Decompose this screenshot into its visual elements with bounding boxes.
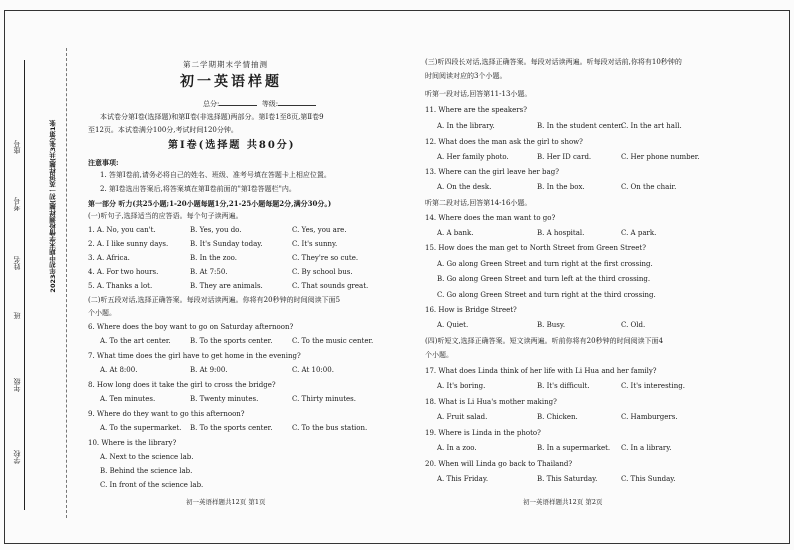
binding-label-exam-no: 考号: [13, 197, 21, 211]
part4-instructions-1: (四)听短文,选择正确答案。短文读两遍。听前你将有20秒钟的时间阅读下面4: [425, 337, 664, 345]
q11-question: 11. Where are the speakers?: [425, 106, 527, 114]
q9-question: 9. Where do they want to go this afternoon?: [88, 410, 245, 418]
score-label: 总分:: [203, 100, 220, 108]
q11-option-b: B. In the student center.: [537, 122, 624, 130]
note-1: 1. 答第Ⅰ卷前,请务必将自己的姓名、班级、准考号填在答题卡上相应位置。: [100, 171, 331, 179]
left-page-footer: 初一英语样题共12页 第1页: [186, 498, 266, 506]
q10-option-c: C. In front of the science lab.: [100, 481, 204, 489]
q14-option-c: C. A park.: [621, 229, 657, 237]
q17-question: 17. What does Linda think of her life with Li Hua and her family?: [425, 367, 657, 375]
q20-question: 20. When will Linda go back to Thailand?: [425, 460, 573, 468]
q11-option-a: A. In the library.: [437, 122, 495, 130]
q9-option-c: C. To the bus station.: [292, 424, 368, 432]
q5-option-a: 5. A. Thanks a lot.: [88, 282, 153, 290]
q20-option-a: A. This Friday.: [437, 475, 489, 483]
q6-question: 6. Where does the boy want to go on Saturday afternoon?: [88, 323, 294, 331]
binding-label-seat-no: 座号: [13, 140, 21, 154]
q14-option-a: A. A bank.: [437, 229, 474, 237]
q19-question: 19. Where is Linda in the photo?: [425, 429, 541, 437]
q6-option-c: C. To the music center.: [292, 337, 374, 345]
q16-option-a: A. Quiet.: [437, 321, 469, 329]
q2-option-a: 2. A. I like sunny days.: [88, 240, 169, 248]
q7-question: 7. What time does the girl have to get home in the evening?: [88, 352, 301, 360]
binding-label-grade: 年级: [13, 378, 21, 392]
q7-option-c: C. At 10:00.: [292, 366, 334, 374]
q12-option-a: A. Her family photo.: [437, 153, 509, 161]
q6-option-b: B. To the sports center.: [190, 337, 273, 345]
binding-margin: [8, 60, 63, 530]
q3-option-a: 3. A. Africa.: [88, 254, 130, 262]
q1-option-b: B. Yes, you do.: [190, 226, 242, 234]
q13-question: 13. Where can the girl leave her bag?: [425, 168, 559, 176]
q20-option-c: C. This Sunday.: [621, 475, 676, 483]
binding-label-school: 学校: [13, 450, 21, 464]
q13-option-b: B. In the box.: [537, 183, 585, 191]
q10-option-b: B. Behind the science lab.: [100, 467, 193, 475]
conversation1-heading: 听第一段对话,回答第11-13小题。: [425, 90, 532, 98]
q11-option-c: C. In the art hall.: [621, 122, 682, 130]
q17-option-c: C. It's interesting.: [621, 382, 685, 390]
intro-line-2: 至12页。本试卷满分100分,考试时间120分钟。: [88, 126, 238, 134]
q16-question: 16. How is Bridge Street?: [425, 306, 517, 314]
notes-heading: 注意事项:: [88, 158, 119, 167]
grade-label: 等级:: [261, 100, 279, 108]
q17-option-b: B. It's difficult.: [537, 382, 590, 390]
q7-option-a: A. At 8:00.: [100, 366, 138, 374]
page-border: [4, 10, 790, 544]
exam-subtitle: 第二学期期末学情抽测: [183, 60, 268, 69]
binding-label-class: 班: [13, 312, 21, 319]
q18-question: 18. What is Li Hua's mother making?: [425, 398, 557, 406]
right-page-footer: 初一英语样题共12页 第2页: [523, 498, 603, 506]
score-row: [203, 99, 316, 108]
part3-instructions-2: 时间阅读对应的3个小题。: [425, 72, 507, 80]
q19-option-b: B. In a supermarket.: [537, 444, 611, 452]
q12-question: 12. What does the man ask the girl to show?: [425, 138, 583, 146]
q12-option-b: B. Her ID card.: [537, 153, 592, 161]
part2-instructions-2: 个小题。: [88, 309, 116, 317]
part4-instructions-2: 个小题。: [425, 351, 453, 359]
q16-option-c: C. Old.: [621, 321, 646, 329]
score-blank: [219, 99, 257, 106]
q2-option-b: B. It's Sunday today.: [190, 240, 263, 248]
q12-option-c: C. Her phone number.: [621, 153, 700, 161]
q7-option-b: B. At 9:00.: [190, 366, 228, 374]
section-title: 第Ⅰ卷(选择题 共80分): [168, 140, 296, 151]
q14-question: 14. Where does the man want to go?: [425, 214, 556, 222]
q13-option-c: C. On the chair.: [621, 183, 677, 191]
q8-option-b: B. Twenty minutes.: [190, 395, 259, 403]
q6-option-a: A. To the art center.: [100, 337, 171, 345]
q4-option-a: 4. A. For two hours.: [88, 268, 159, 276]
q10-question: 10. Where is the library?: [88, 439, 177, 447]
q9-option-a: A. To the supermarket.: [100, 424, 182, 432]
q8-question: 8. How long does it take the girl to cross the bridge?: [88, 381, 276, 389]
q1-option-c: C. Yes, you are.: [292, 226, 347, 234]
q18-option-a: A. Fruit salad.: [437, 413, 488, 421]
q15-option-b: B. Go along Green Street and turn left at the third crossing.: [437, 275, 651, 283]
q17-option-a: A. It's boring.: [437, 382, 486, 390]
q19-option-c: C. In a library.: [621, 444, 672, 452]
q20-option-b: B. This Saturday.: [537, 475, 598, 483]
part1-instructions: (一)听句子,选择适当的应答语。每个句子读两遍。: [88, 212, 243, 220]
q13-option-a: A. On the desk.: [437, 183, 492, 191]
q9-option-b: B. To the sports center.: [190, 424, 273, 432]
q15-option-c: C. Go along Green Street and turn right at the third crossing.: [437, 291, 656, 299]
note-2: 2. 第Ⅰ卷选出答案后,将答案填在第Ⅱ卷前面的"第Ⅰ卷答题栏"内。: [100, 185, 296, 193]
q15-option-a: A. Go along Green Street and turn right at the first crossing.: [437, 260, 653, 268]
part1-heading: 第一部分 听力(共25小题;1-20小题每题1分,21-25小题每题2分,满分30分。): [88, 199, 332, 208]
part2-instructions-1: (二)听五段对话,选择正确答案。每段对话读两遍。你将有20秒钟的时间阅读下面5: [88, 296, 341, 304]
binding-write-line: [24, 60, 25, 510]
q5-option-c: C. That sounds great.: [292, 282, 369, 290]
q4-option-c: C. By school bus.: [292, 268, 353, 276]
q16-option-b: B. Busy.: [537, 321, 566, 329]
q4-option-b: B. At 7:50.: [190, 268, 228, 276]
q15-question: 15. How does the man get to North Street from Green Street?: [425, 244, 646, 252]
binding-label-name: 姓名: [13, 256, 21, 270]
grade-blank: [278, 99, 316, 106]
binding-exam-title: 2023年初中期末学情检测样题(初一英语样题(共3张)第1张: [49, 120, 57, 293]
q10-option-a: A. Next to the science lab.: [100, 453, 194, 461]
binding-cut-line: [66, 48, 67, 518]
q3-option-c: C. They're so cute.: [292, 254, 359, 262]
q5-option-b: B. They are animals.: [190, 282, 263, 290]
q19-option-a: A. In a zoo.: [437, 444, 477, 452]
q1-option-a: 1. A. No, you can't.: [88, 226, 156, 234]
exam-main-title: 初一英语样题: [180, 74, 282, 90]
q18-option-c: C. Hamburgers.: [621, 413, 678, 421]
q2-option-c: C. It's sunny.: [292, 240, 338, 248]
intro-line-1: 本试卷分第Ⅰ卷(选择题)和第Ⅱ卷(非选择题)两部分。第Ⅰ卷1至8页,第Ⅱ卷9: [100, 113, 324, 121]
q18-option-b: B. Chicken.: [537, 413, 578, 421]
q14-option-b: B. A hospital.: [537, 229, 585, 237]
part3-instructions-1: (三)听四段长对话,选择正确答案。每段对话读两遍。听每段对话前,你将有10秒钟的: [425, 58, 682, 66]
q3-option-b: B. In the zoo.: [190, 254, 238, 262]
conversation2-heading: 听第二段对话,回答第14-16小题。: [425, 199, 532, 207]
q8-option-c: C. Thirty minutes.: [292, 395, 356, 403]
q8-option-a: A. Ten minutes.: [100, 395, 156, 403]
